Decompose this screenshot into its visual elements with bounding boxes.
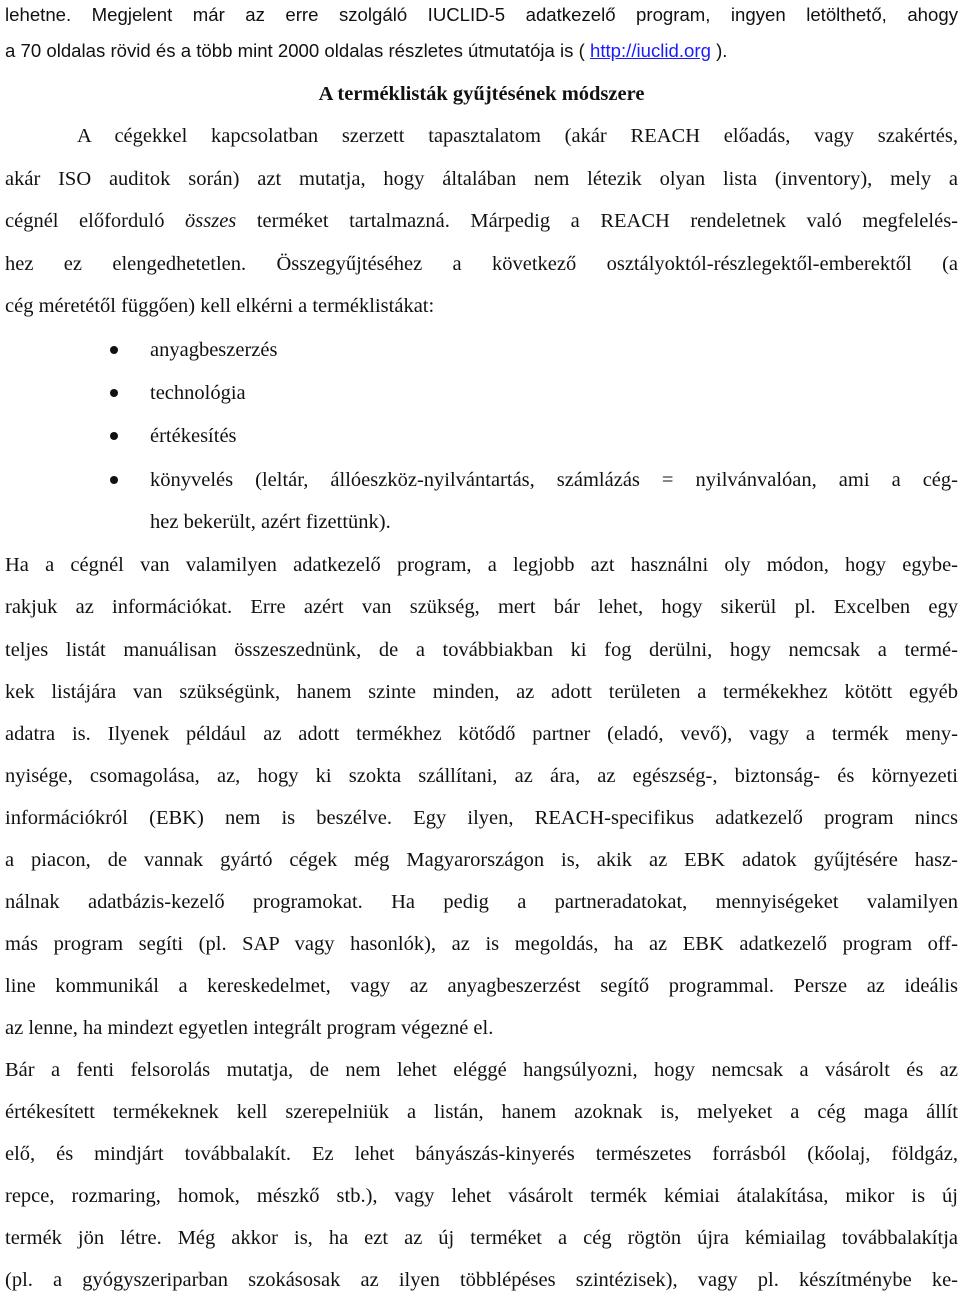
intro-line-2-end: ).: [710, 40, 728, 61]
paragraph-line: nyisége, csomagolása, az, hogy ki szokta szállítani, az ára, az egészség-, biztonság- és környezeti: [5, 765, 958, 787]
list-item: könyvelés (leltár, állóeszköz-nyilvántartás, számlázás = nyilvánvalóan, ami a cég-: [150, 469, 958, 491]
paragraph-text: cégnél előforduló: [5, 210, 186, 232]
paragraph-line: repce, rozmaring, homok, mészkő stb.), vagy lehet vásárolt termék kémiai átalakítása, mikor is új: [5, 1185, 958, 1207]
section-heading: A terméklisták gyűjtésének módszere: [318, 83, 645, 105]
bullet-icon: [110, 346, 118, 354]
paragraph-line: termék jön létre. Még akkor is, ha ezt az új terméket a cég rögtön újra kémiailag továbbalakítja: [5, 1227, 958, 1249]
list-item: anyagbeszerzés: [150, 339, 278, 361]
paragraph-line: Ha a cégnél van valamilyen adatkezelő program, a legjobb azt használni oly módon, hogy egybe-: [5, 554, 958, 576]
paragraph-line: hez ez elengedhetetlen. Összegyűjtéséhez a következő osztályoktól-részlegektől-emberektől (a: [5, 253, 958, 275]
paragraph-line: nálnak adatbázis-kezelő programokat. Ha pedig a partneradatokat, mennyiségeket valamilyen: [5, 891, 958, 913]
paragraph-line: elő, és mindjárt továbbalakít. Ez lehet bányászás-kinyerés természetes forrásból (kőolaj, földgáz,: [5, 1143, 958, 1165]
paragraph-line: más program segíti (pl. SAP vagy hasonlók), az is megoldás, ha az EBK adatkezelő program off-: [5, 933, 958, 955]
bullet-icon: [110, 432, 118, 440]
intro-line-1: lehetne. Megjelent már az erre szolgáló IUCLID-5 adatkezelő program, ingyen letölthető, ahogy: [5, 4, 958, 25]
paragraph-line: line kommunikál a kereskedelmet, vagy az anyagbeszerzést segítő programmal. Persze az ideális: [5, 975, 958, 997]
paragraph-line: akár ISO auditok során) azt mutatja, hogy általában nem létezik olyan lista (inventory), mely a: [5, 168, 958, 190]
paragraph-line: (pl. a gyógyszeriparban szokásosak az ilyen többlépéses szintézisek), vagy pl. készítménybe ke-: [5, 1269, 958, 1291]
iuclid-link[interactable]: http://iuclid.org: [590, 40, 711, 61]
list-item: technológia: [150, 382, 246, 404]
bullet-icon: [110, 476, 118, 484]
paragraph-text: terméket tartalmazná. Márpedig a REACH rendeletnek való megfelelés-: [236, 210, 959, 232]
paragraph-line: Bár a fenti felsorolás mutatja, de nem lehet eléggé hangsúlyozni, hogy nemcsak a vásárolt és az: [5, 1059, 958, 1081]
paragraph-line: [5, 206, 958, 236]
paragraph-line: kek listájára van szükségünk, hanem szinte minden, az adott területen a termékekhez kötött egyéb: [5, 681, 958, 703]
bullet-icon: [110, 389, 118, 397]
paragraph-line: az lenne, ha mindezt egyetlen integrált program végezné el.: [5, 1017, 494, 1039]
intro-line-2-text: a 70 oldalas rövid és a több mint 2000 oldalas részletes útmutatója is (: [5, 40, 590, 61]
paragraph-line: a piacon, de vannak gyártó cégek még Magyarországon is, akik az EBK adatok gyűjtésére hasz-: [5, 849, 958, 871]
list-item: értékesítés: [150, 425, 237, 447]
paragraph-line: információkról (EBK) nem is beszélve. Egy ilyen, REACH-specifikus adatkezelő program nincs: [5, 807, 958, 829]
list-item-continuation: hez bekerült, azért fizettünk).: [150, 511, 391, 533]
paragraph-line: rakjuk az információkat. Erre azért van szükség, mert bár lehet, hogy sikerül pl. Excelben egy: [5, 596, 958, 618]
intro-line-2: [5, 36, 958, 66]
paragraph-line: adatra is. Ilyenek például az adott termékhez kötődő partner (eladó, vevő), vagy a termék meny-: [5, 723, 958, 745]
paragraph-line: A cégekkel kapcsolatban szerzett tapasztalatom (akár REACH előadás, vagy szakértés,: [77, 125, 958, 147]
emphasis-text: összes: [185, 210, 237, 232]
paragraph-line: értékesített termékeknek kell szerepelniük a listán, hanem azoknak is, melyeket a cég maga állít: [5, 1101, 958, 1123]
paragraph-line: cég méretétől függően) kell elkérni a terméklistákat:: [5, 295, 435, 317]
paragraph-line: teljes listát manuálisan összeszednünk, de a továbbiakban ki fog derülni, hogy nemcsak a termé-: [5, 639, 958, 661]
